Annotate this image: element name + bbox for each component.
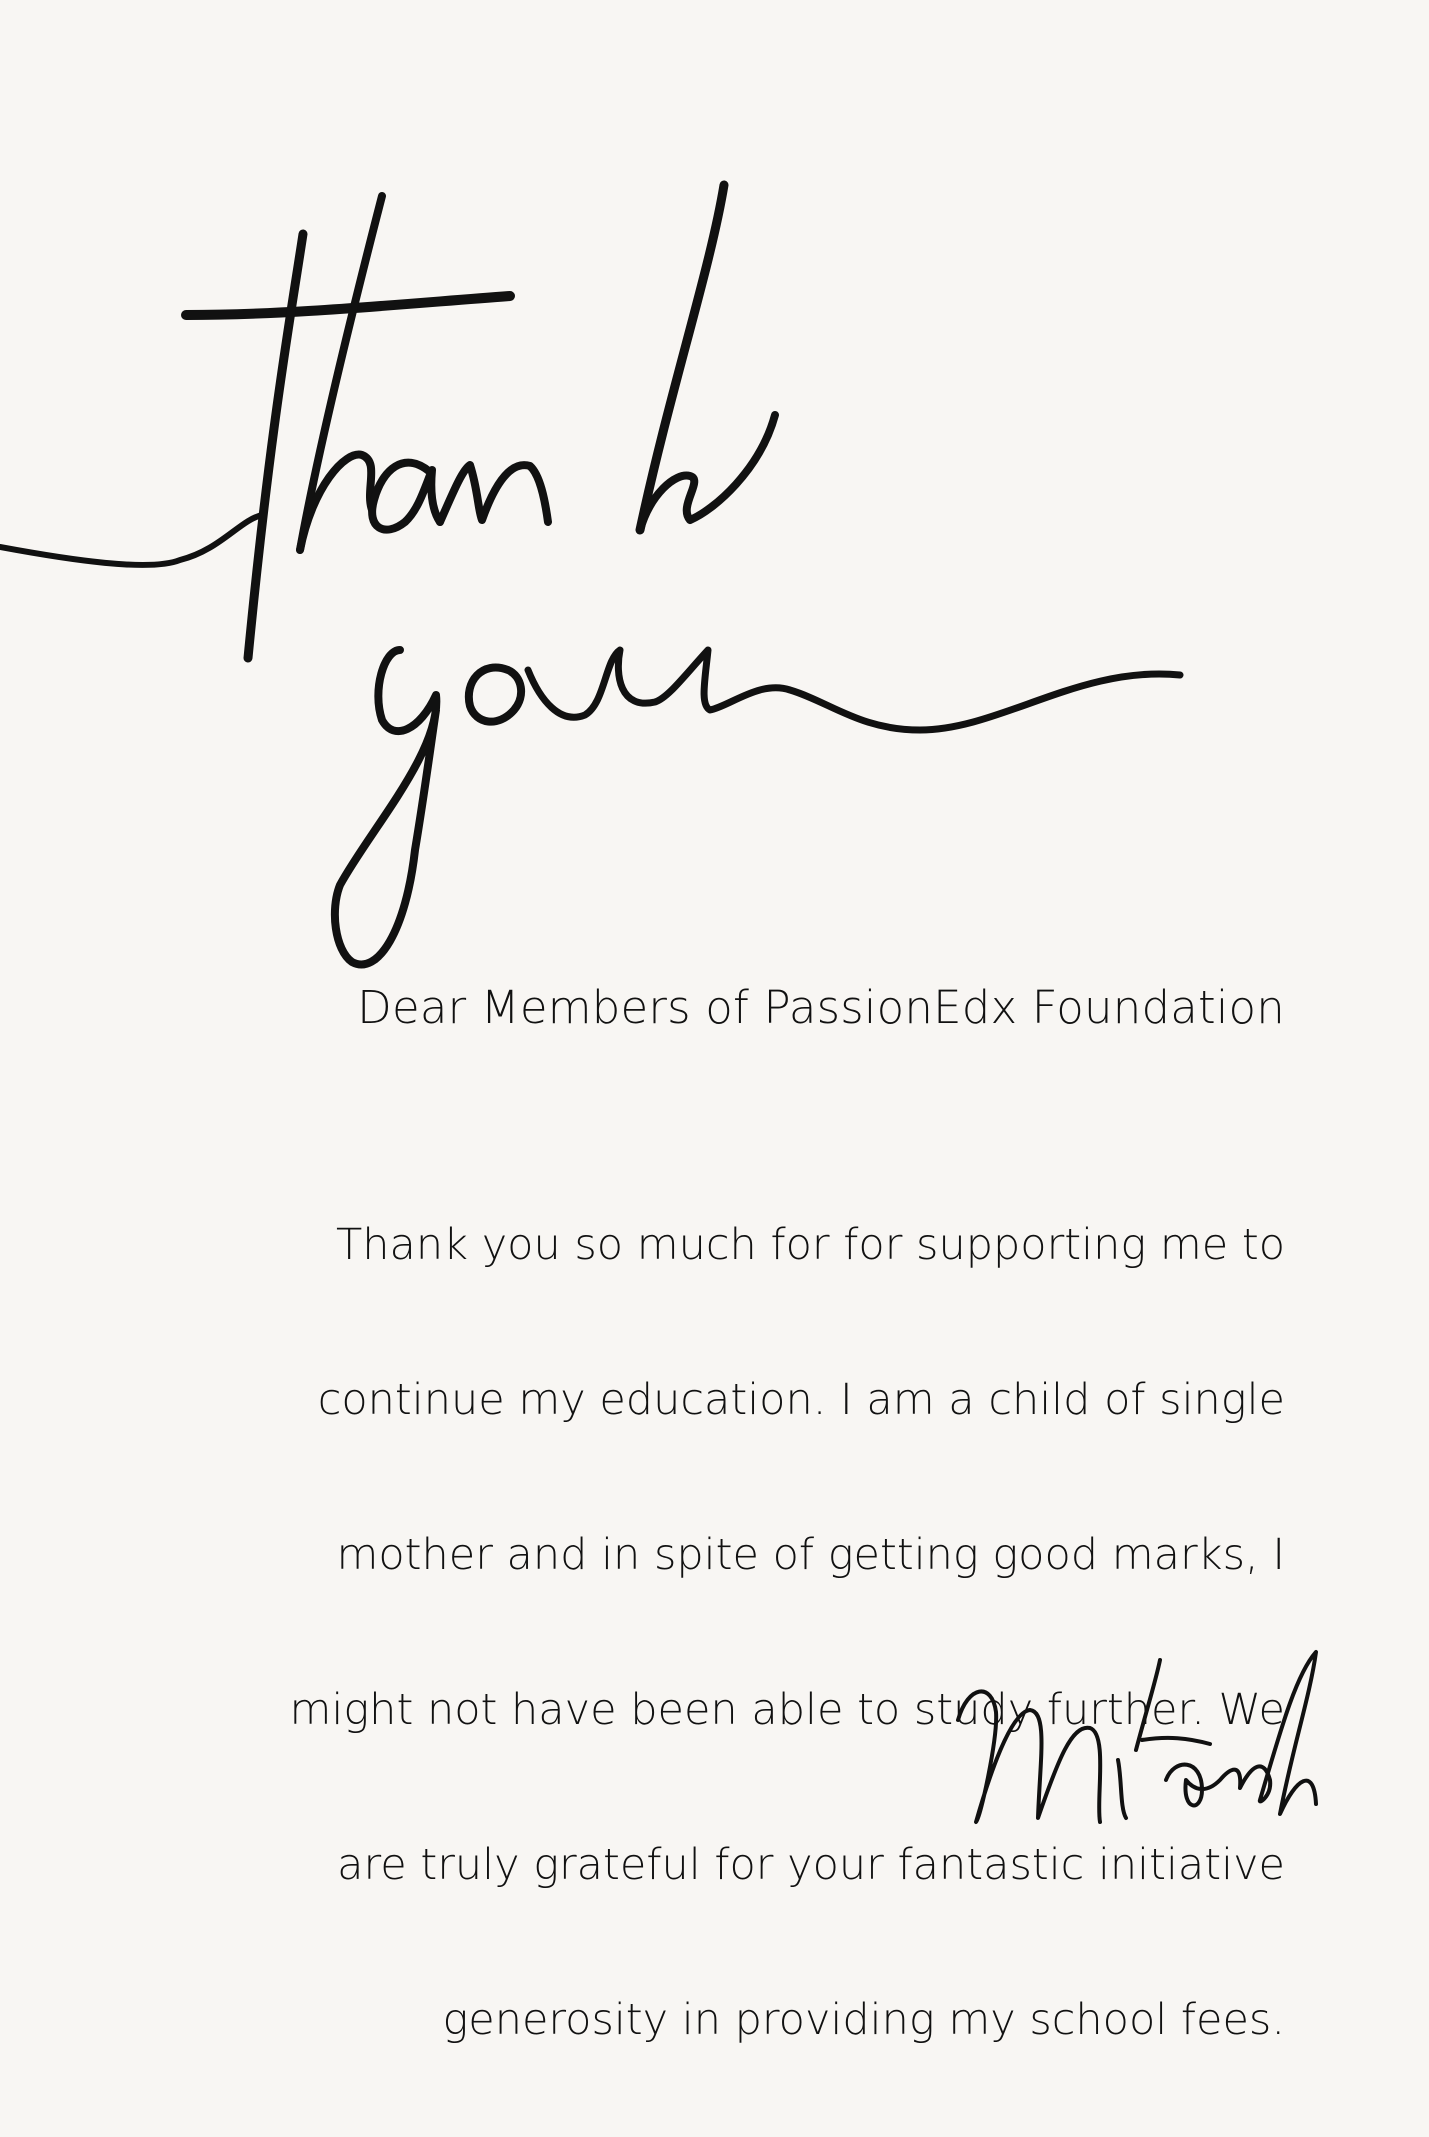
signature-ansh <box>1166 1652 1316 1814</box>
message-line: might not have been able to study further. We <box>289 1684 1285 1735</box>
message-line: mother and in spite of getting good marks, I <box>336 1529 1285 1580</box>
headline-o <box>469 668 521 722</box>
message-line: Thank you so much for for supporting me to <box>336 1219 1285 1270</box>
headline-n <box>440 465 548 522</box>
greeting-line: Dear Members of PassionEdx Foundation <box>357 981 1285 1034</box>
thank-you-message <box>150 1129 1285 2137</box>
headline-t-stem <box>248 234 303 658</box>
message-line: are truly grateful for your fantastic initiative <box>337 1839 1285 1890</box>
headline-u-and-swoosh <box>528 650 1180 730</box>
headline-t-crossbar <box>186 296 510 315</box>
headline-left-swoosh <box>0 515 262 565</box>
thank-you-handwritten-headline <box>0 150 1429 1000</box>
signature-m <box>958 1691 1100 1822</box>
message-line: continue my education. I am a child of single <box>317 1374 1285 1425</box>
signature-i-and-t <box>1118 1660 1210 1818</box>
signature-mitansh <box>940 1640 1330 1840</box>
headline-a <box>372 463 440 530</box>
headline-h-arch <box>300 455 372 550</box>
message-line: generosity in providing my school fees. <box>442 1994 1285 2045</box>
headline-y <box>335 650 436 964</box>
